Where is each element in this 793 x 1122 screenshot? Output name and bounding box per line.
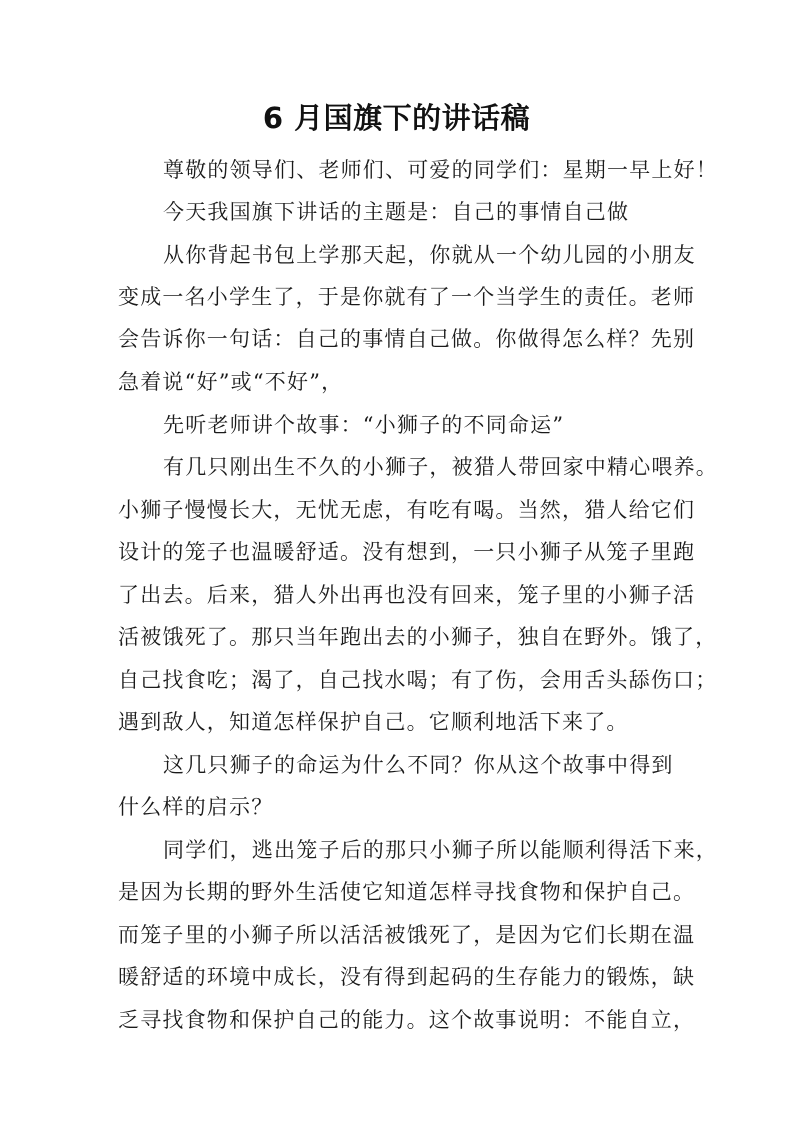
paragraph-line: 暖舒适的环境中成长，没有得到起码的生存能力的锻炼，缺 [118,965,696,989]
document-title: 6 月国旗下的讲话稿 [262,101,531,135]
paragraph-line: 小狮子慢慢长大，无忧无虑，有吃有喝。当然，猎人给它们 [118,498,696,522]
paragraph-line: 变成一名小学生了，于是你就有了一个当学生的责任。老师 [118,285,696,309]
paragraph-line: 这几只狮子的命运为什么不同？你从这个故事中得到 [163,753,674,777]
paragraph-line: 会告诉你一句话：自己的事情自己做。你做得怎么样？先别 [118,327,696,351]
paragraph-line: 自己找食吃；渴了，自己找水喝；有了伤，会用舌头舔伤口； [118,668,718,692]
paragraph-line: 而笼子里的小狮子所以活活被饿死了，是因为它们长期在温 [118,923,696,947]
paragraph-line: 是因为长期的野外生活使它知道怎样寻找食物和保护自己。 [118,880,696,904]
paragraph-line: 活被饿死了。那只当年跑出去的小狮子，独自在野外。饿了， [118,625,718,649]
paragraph-line: 什么样的启示？ [118,795,274,819]
paragraph-line: 设计的笼子也温暖舒适。没有想到，一只小狮子从笼子里跑 [118,540,696,564]
paragraph-line: 遇到敌人，知道怎样保护自己。它顺利地活下来了。 [118,710,629,734]
paragraph-line: 有几只刚出生不久的小狮子，被猎人带回家中精心喂养。 [163,455,718,479]
paragraph-line: 从你背起书包上学那天起，你就从一个幼儿园的小朋友 [163,243,696,267]
paragraph-line: 乏寻找食物和保护自己的能力。这个故事说明：不能自立， [118,1008,696,1032]
paragraph-line: 今天我国旗下讲话的主题是：自己的事情自己做 [163,200,630,224]
paragraph-line: 同学们，逃出笼子后的那只小狮子所以能顺利得活下来， [163,838,718,862]
paragraph-line: 尊敬的领导们、老师们、可爱的同学们：星期一早上好！ [163,158,718,182]
paragraph-line: 了出去。后来，猎人外出再也没有回来，笼子里的小狮子活 [118,583,696,607]
paragraph-line: 急着说“好”或“不好”， [118,370,344,394]
paragraph-line: 先听老师讲个故事：“小狮子的不同命运” [163,413,565,437]
